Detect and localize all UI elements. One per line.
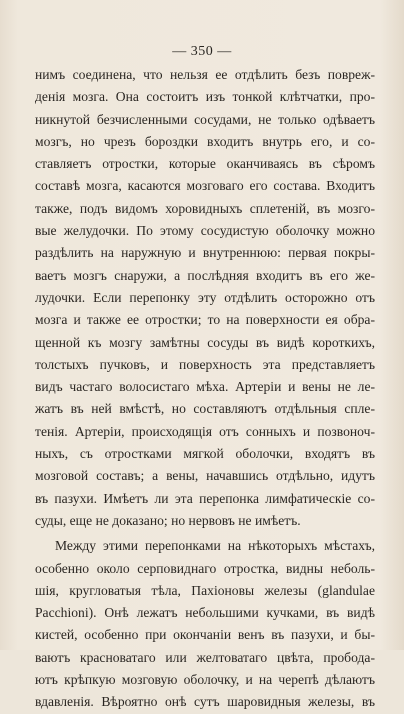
text-line: денія мозга. Она состоитъ изъ тонкой клѣтчатки, про- [35,89,375,105]
body-text [35,64,375,714]
text-line: вые желудочки. По этому сосудистую оболочку можно [35,223,375,239]
text-line: никнутой безчисленными сосудами, не только одѣваетъ [35,111,375,127]
text-line: составѣ мозга, касаются мозговаго его состава. Входитъ [35,178,375,194]
text-line: лудочки. Если перепонку эту отдѣлить осторожно отъ [35,289,375,305]
paragraph-2 [35,535,375,713]
text-line: толстыхъ пучковъ, и поверхность эта представляетъ [35,356,375,372]
text-line: ваетъ мозгъ снаружи, а послѣдняя входитъ въ его же- [35,267,375,283]
page-number: — 350 — [172,44,232,59]
text-line: нимъ соединена, что нельзя ее отдѣлить безъ повреж- [35,67,375,82]
text-line: жатъ въ ней вмѣстѣ, но составляютъ отдѣльныя сплe- [35,401,375,417]
text-line: ваютъ красноватаго или желтоватаго цвѣта, пробода- [35,649,375,665]
text-line: вдавленія. Вѣроятно онѣ сутъ шаровидныя железы, въ [35,694,375,710]
text-line: ютъ крѣпкую мозговую оболочку, и на черепѣ дѣлаютъ [35,672,375,688]
text-line: мозгъ, но чрезъ бороздки входитъ внутрь его, и со- [35,133,375,149]
text-line: мозговой составъ; а вены, начавшись отдѣльно, идутъ [35,468,375,484]
paragraph-1 [35,64,375,532]
text-line: тенія. Артеріи, происходящія отъ сонныхъ и позвоноч- [35,423,375,439]
text-line: кистей, особенно при окончаніи венъ въ пазухи, и бы- [35,627,375,643]
text-line: видъ частаго волосистаго мѣха. Артеріи и вены не ле- [35,379,375,395]
text-line: въ пазухи. Имѣетъ ли эта перепонка лимфатическіе со- [35,490,375,506]
text-line: раздѣлить на наружную и внутреннюю: первая покры- [35,245,375,261]
text-line: щенной къ мозгу замѣтны сосуды въ видѣ короткихъ, [35,334,375,350]
text-line: мозга и также ее отростки; то на поверхности ея обра- [35,312,375,328]
text-line: шія, кругловатыя тѣла, Пахіоновы железы (glandulae [35,582,375,598]
text-line: особенно около серповиднаго отростка, видны неболь- [35,560,375,576]
text-line: ставляетъ отростки, которые оканчиваясь въ сѣромъ [35,156,375,172]
text-line: ныхъ, съ отростками мягкой оболочки, входятъ въ [35,446,375,462]
text-line: также, подъ видомъ хоровидныхъ сплетеній, въ мозго- [35,200,375,216]
text-line: Между этими перепонками на нѣкоторыхъ мѣстахъ, [55,538,375,554]
text-line: суды, еще не доказано; но нервовъ не имѣетъ. [35,512,301,528]
text-line: Pacchioni). Онѣ лежатъ небольшими кучками, въ видѣ [35,605,375,621]
